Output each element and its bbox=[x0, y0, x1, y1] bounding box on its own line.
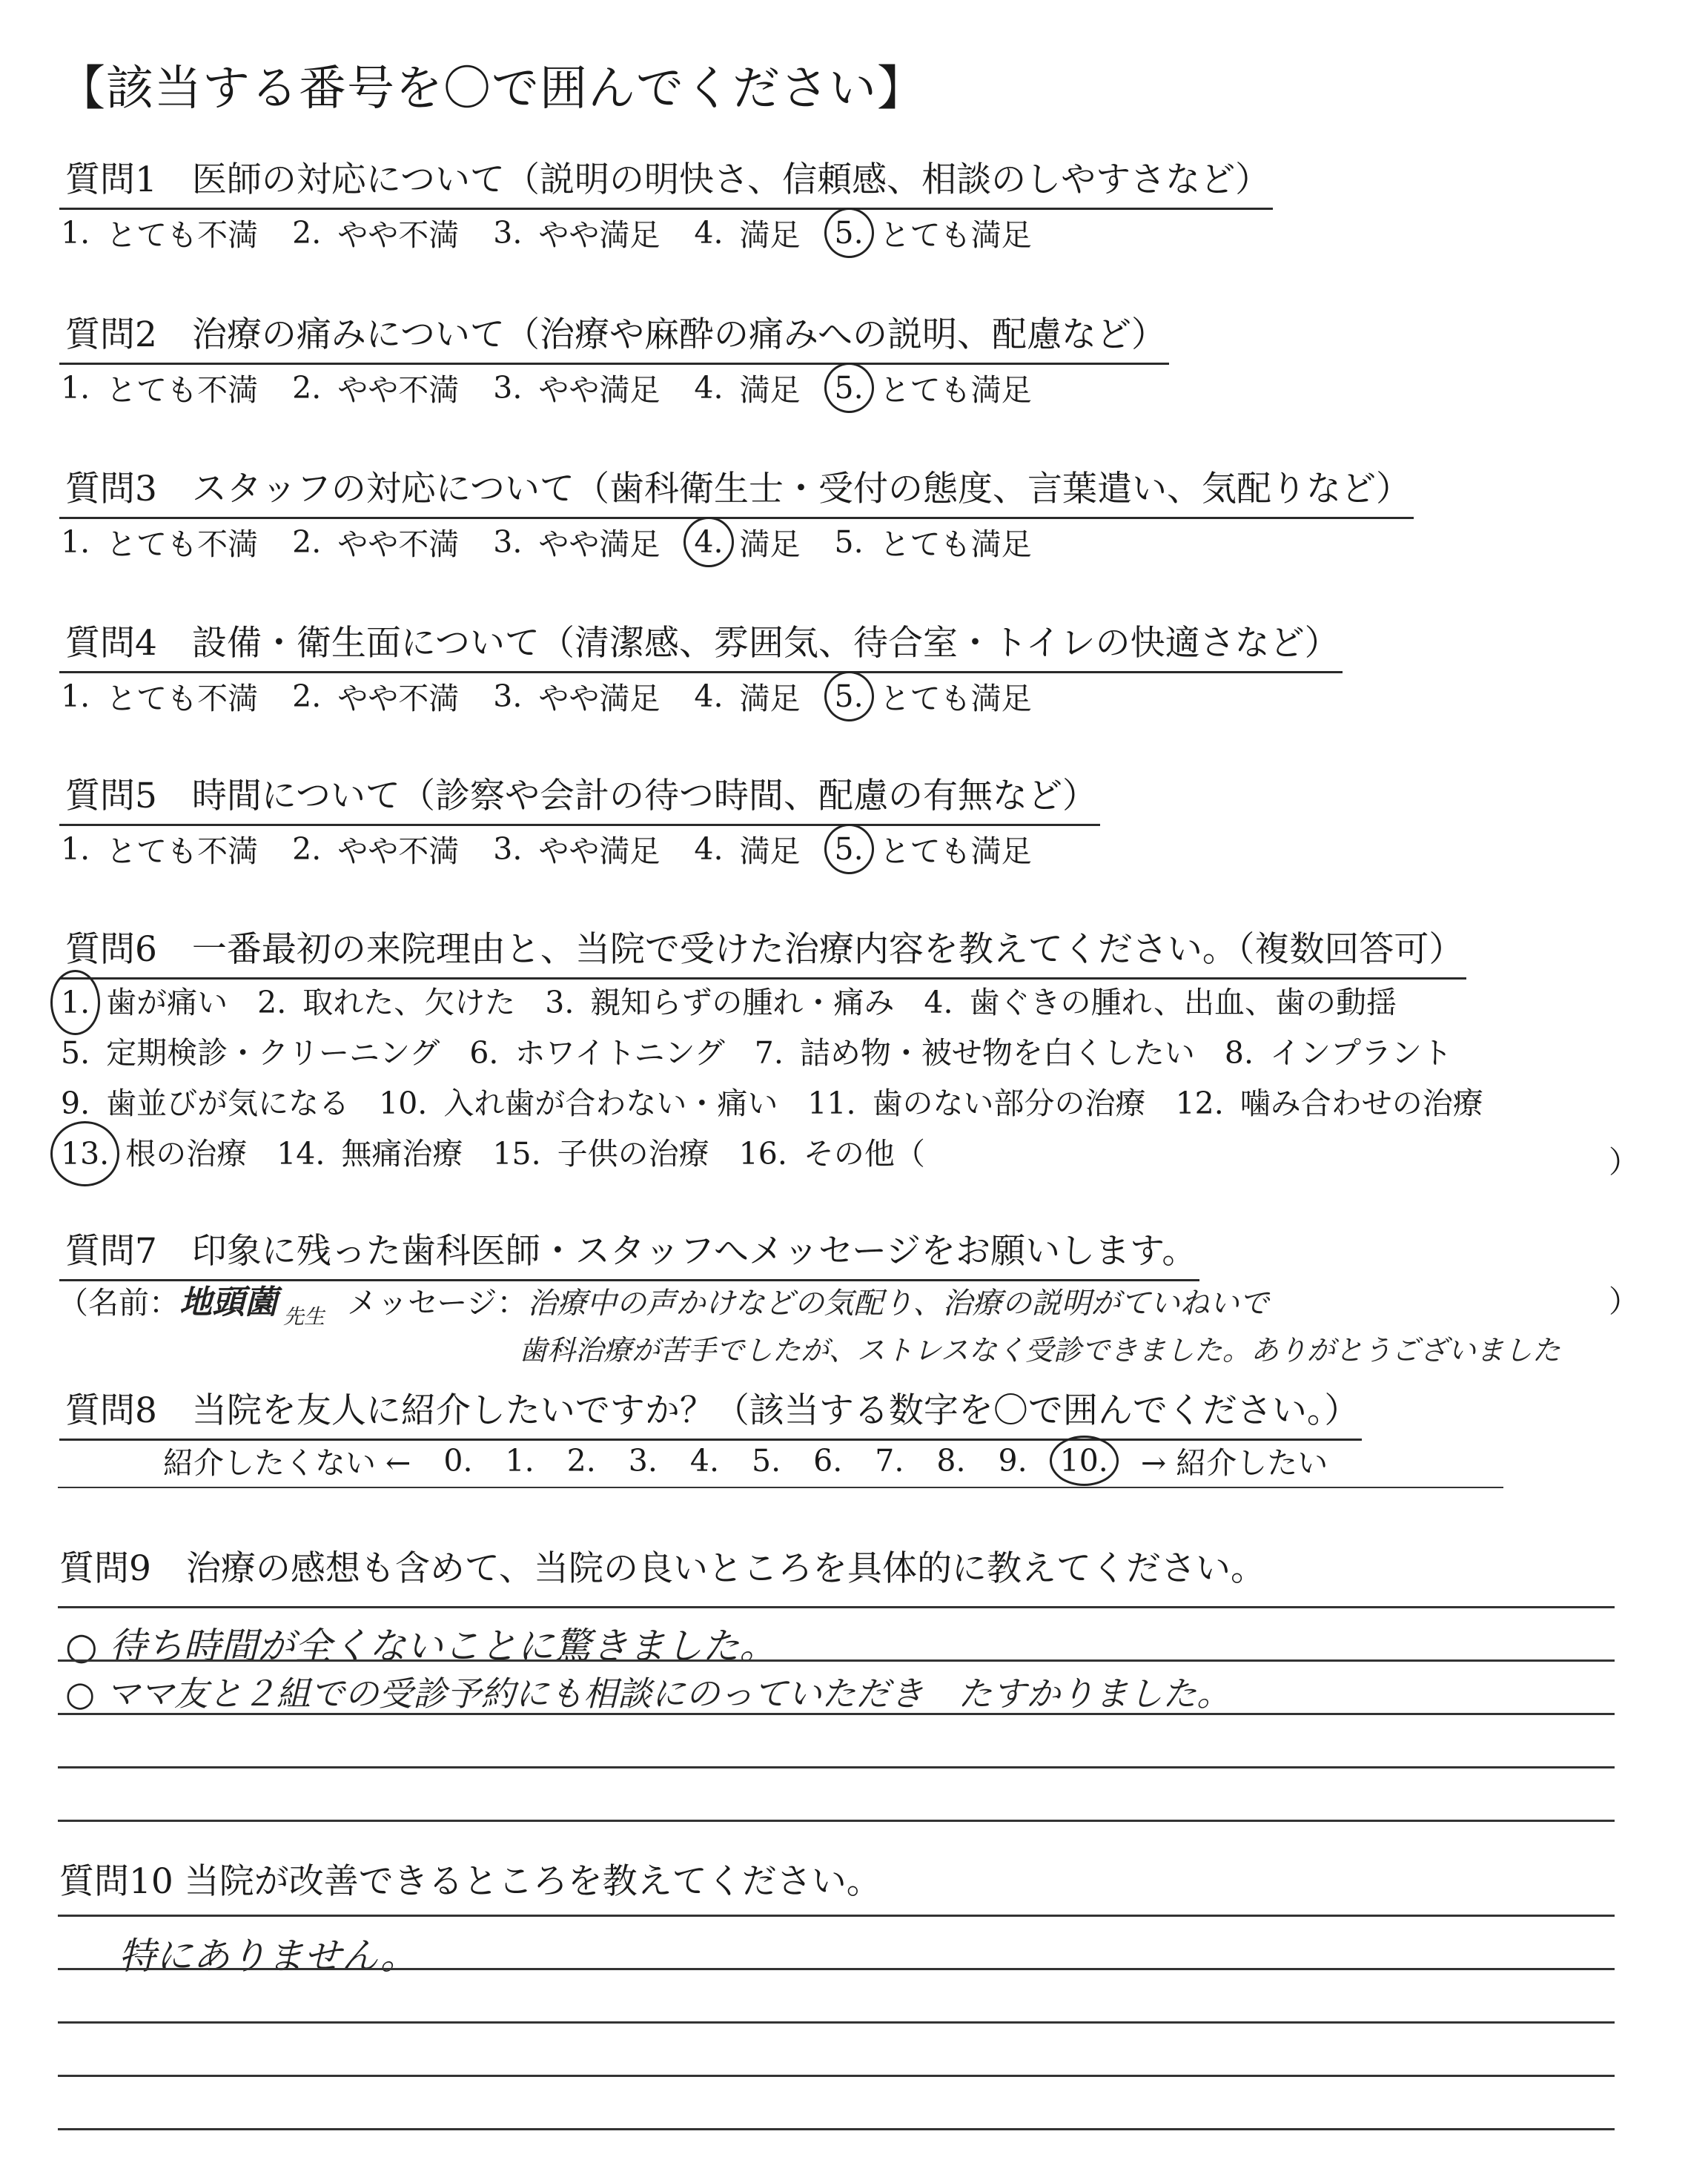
q6-option-3[interactable]: 3. 親知らずの腫れ・痛み bbox=[545, 985, 895, 1020]
q5-option-1[interactable]: 1. とても不満 bbox=[61, 830, 259, 869]
q1-option-5[interactable]: 5. とても満足 bbox=[834, 214, 1032, 253]
q8-scale-9[interactable]: 9. bbox=[998, 1442, 1027, 1479]
q5-option-3[interactable]: 3. やや満足 bbox=[493, 830, 661, 869]
q4-option-3[interactable]: 3. やや満足 bbox=[493, 678, 661, 716]
question-8-title: 質問8 当院を友人に紹介したいですか？（該当する数字を〇で囲んでください。） bbox=[59, 1383, 1362, 1441]
question-3-title: 質問3 スタッフの対応について（歯科衛生士・受付の態度、言葉遣い、気配りなど） bbox=[59, 461, 1414, 519]
q9-answer-line-4 bbox=[58, 1766, 1615, 1768]
question-5-options bbox=[61, 827, 1066, 871]
q4-option-5[interactable]: 5. とても満足 bbox=[834, 678, 1032, 716]
q4-option-4[interactable]: 4. 満足 bbox=[694, 678, 801, 716]
q4-option-1[interactable]: 1. とても不満 bbox=[61, 678, 259, 716]
q9-answer-line-5 bbox=[58, 1820, 1615, 1822]
q8-scale-8[interactable]: 8. bbox=[936, 1442, 966, 1479]
q6-option-11[interactable]: 11. 歯のない部分の治療 bbox=[807, 1086, 1146, 1121]
q3-option-2[interactable]: 2. やや不満 bbox=[292, 524, 460, 562]
q6-option-15[interactable]: 15. 子供の治療 bbox=[492, 1136, 709, 1172]
q6-option-16[interactable]: 16. その他（ bbox=[738, 1136, 925, 1172]
q3-option-3[interactable]: 3. やや満足 bbox=[493, 524, 661, 562]
q1-option-1[interactable]: 1. とても不満 bbox=[61, 214, 259, 253]
q8-scale-7[interactable]: 7. bbox=[875, 1442, 904, 1479]
q9-answer-line-1 bbox=[58, 1606, 1615, 1608]
q7-name-label: （名前： bbox=[58, 1285, 179, 1321]
q3-option-1[interactable]: 1. とても不満 bbox=[61, 524, 259, 562]
question-3-options bbox=[61, 520, 1066, 564]
q2-option-4[interactable]: 4. 満足 bbox=[694, 369, 801, 408]
question-2-title: 質問2 治療の痛みについて（治療や麻酔の痛みへの説明、配慮など） bbox=[59, 307, 1169, 365]
q6-option-4[interactable]: 4. 歯ぐきの腫れ、出血、歯の動揺 bbox=[924, 985, 1397, 1020]
q8-divider bbox=[58, 1487, 1503, 1488]
q1-option-3[interactable]: 3. やや満足 bbox=[493, 214, 661, 253]
q1-option-4[interactable]: 4. 満足 bbox=[694, 214, 801, 253]
q6-option-12[interactable]: 12. 噛み合わせの治療 bbox=[1175, 1086, 1483, 1121]
q8-scale-4[interactable]: 4. bbox=[689, 1442, 720, 1479]
q6-option-1[interactable]: 1. 歯が痛い bbox=[61, 977, 228, 1028]
q9-answer-line-2 bbox=[58, 1659, 1615, 1662]
q6-option-8[interactable]: 8. インプラント bbox=[1224, 1035, 1452, 1071]
question-4-title: 質問4 設備・衛生面について（清潔感、雰囲気、待合室・トイレの快適さなど） bbox=[59, 615, 1343, 673]
question-1-options bbox=[61, 211, 1066, 254]
q8-right-label: → 紹介したい bbox=[1140, 1445, 1328, 1481]
question-2-options bbox=[61, 366, 1066, 409]
q5-option-5[interactable]: 5. とても満足 bbox=[834, 830, 1032, 869]
q5-option-2[interactable]: 2. やや不満 bbox=[292, 830, 460, 869]
question-4-options bbox=[61, 674, 1066, 718]
page-title: 【該当する番号を〇で囲んでください】 bbox=[58, 62, 925, 116]
question-5-title: 質問5 時間について（診察や会計の待つ時間、配慮の有無など） bbox=[59, 768, 1100, 826]
q10-answer-line-4 bbox=[58, 2075, 1615, 2077]
q6-option-2[interactable]: 2. 取れた、欠けた bbox=[257, 985, 516, 1020]
q8-scale-5[interactable]: 5. bbox=[752, 1442, 781, 1479]
q6-option-13[interactable]: 13. 根の治療 bbox=[61, 1129, 247, 1179]
q2-option-3[interactable]: 3. やや満足 bbox=[493, 369, 661, 408]
question-9-title: 質問9 治療の感想も含めて、当院の良いところを具体的に教えてください。 bbox=[59, 1548, 1265, 1589]
q10-answer-line-2 bbox=[58, 1968, 1615, 1970]
q6-option-9[interactable]: 9. 歯並びが気になる bbox=[61, 1086, 350, 1121]
q10-answer-line-1 bbox=[58, 1915, 1615, 1917]
q4-option-2[interactable]: 2. やや不満 bbox=[292, 678, 460, 716]
q6-option-10[interactable]: 10. 入れ歯が合わない・痛い bbox=[379, 1086, 778, 1121]
question-6-title: 質問6 一番最初の来院理由と、当院で受けた治療内容を教えてください。（複数回答可） bbox=[59, 922, 1466, 980]
q2-option-2[interactable]: 2. やや不満 bbox=[292, 369, 460, 408]
q3-option-5[interactable]: 5. とても満足 bbox=[834, 524, 1032, 562]
q2-option-5[interactable]: 5. とても満足 bbox=[834, 369, 1032, 408]
q8-scale bbox=[163, 1439, 1328, 1482]
question-1-title: 質問1 医師の対応について（説明の明快さ、信頼感、相談のしやすさなど） bbox=[59, 152, 1273, 210]
q10-answer-line-3 bbox=[58, 2021, 1615, 2024]
q7-message-row bbox=[58, 1275, 1269, 1329]
q2-option-1[interactable]: 1. とても不満 bbox=[61, 369, 259, 408]
q6-option-5[interactable]: 5. 定期検診・クリーニング bbox=[61, 1035, 440, 1071]
q3-option-4[interactable]: 4. 満足 bbox=[694, 524, 801, 562]
q8-scale-0[interactable]: 0. bbox=[443, 1442, 473, 1479]
q6-option-6[interactable]: 6. ホワイトニング bbox=[469, 1035, 725, 1071]
q6-option-14[interactable]: 14. 無痛治療 bbox=[277, 1136, 463, 1172]
question-6-options bbox=[61, 977, 1483, 1179]
q8-scale-3[interactable]: 3. bbox=[628, 1442, 658, 1479]
q7-message-label: メッセージ： bbox=[347, 1285, 528, 1321]
q8-scale-1[interactable]: 1. bbox=[505, 1442, 534, 1479]
q9-answer-text-2[interactable]: ○ ママ友と２組での受診予約にも相談にのっていただき たすかりました。 bbox=[65, 1674, 1231, 1714]
q8-scale-6[interactable]: 6. bbox=[813, 1442, 843, 1479]
q6-other-close-paren: ） bbox=[1609, 1144, 1639, 1180]
q8-scale-2[interactable]: 2. bbox=[566, 1442, 596, 1479]
q7-message-line2[interactable]: 歯科治療が苦手でしたが、ストレスなく受診できました。ありがとうございました bbox=[519, 1334, 1560, 1367]
q6-option-7[interactable]: 7. 詰め物・被せ物を白くしたい bbox=[754, 1035, 1195, 1071]
q7-name-value[interactable]: 地頭薗 bbox=[179, 1284, 277, 1321]
q8-left-label: 紹介したくない ← bbox=[163, 1445, 411, 1481]
q7-close-paren: ） bbox=[1609, 1284, 1639, 1319]
q10-answer-line-5 bbox=[58, 2128, 1615, 2130]
q8-scale-10[interactable]: 10. bbox=[1059, 1442, 1108, 1479]
q1-option-2[interactable]: 2. やや不満 bbox=[292, 214, 460, 253]
question-10-title: 質問10 当院が改善できるところを教えてください。 bbox=[59, 1861, 881, 1902]
q5-option-4[interactable]: 4. 満足 bbox=[694, 830, 801, 869]
question-7-title: 質問7 印象に残った歯科医師・スタッフへメッセージをお願いします。 bbox=[59, 1223, 1199, 1281]
q9-answer-text-1[interactable]: ○ 待ち時間が全くないことに驚きました。 bbox=[65, 1625, 777, 1668]
q10-answer-text-1[interactable]: 特にありません。 bbox=[119, 1935, 417, 1978]
q9-answer-line-3 bbox=[58, 1713, 1615, 1715]
q7-honorific: 先生 bbox=[283, 1304, 325, 1329]
q7-message-line1[interactable]: 治療中の声かけなどの気配り、治療の説明がていねいで bbox=[527, 1287, 1269, 1321]
